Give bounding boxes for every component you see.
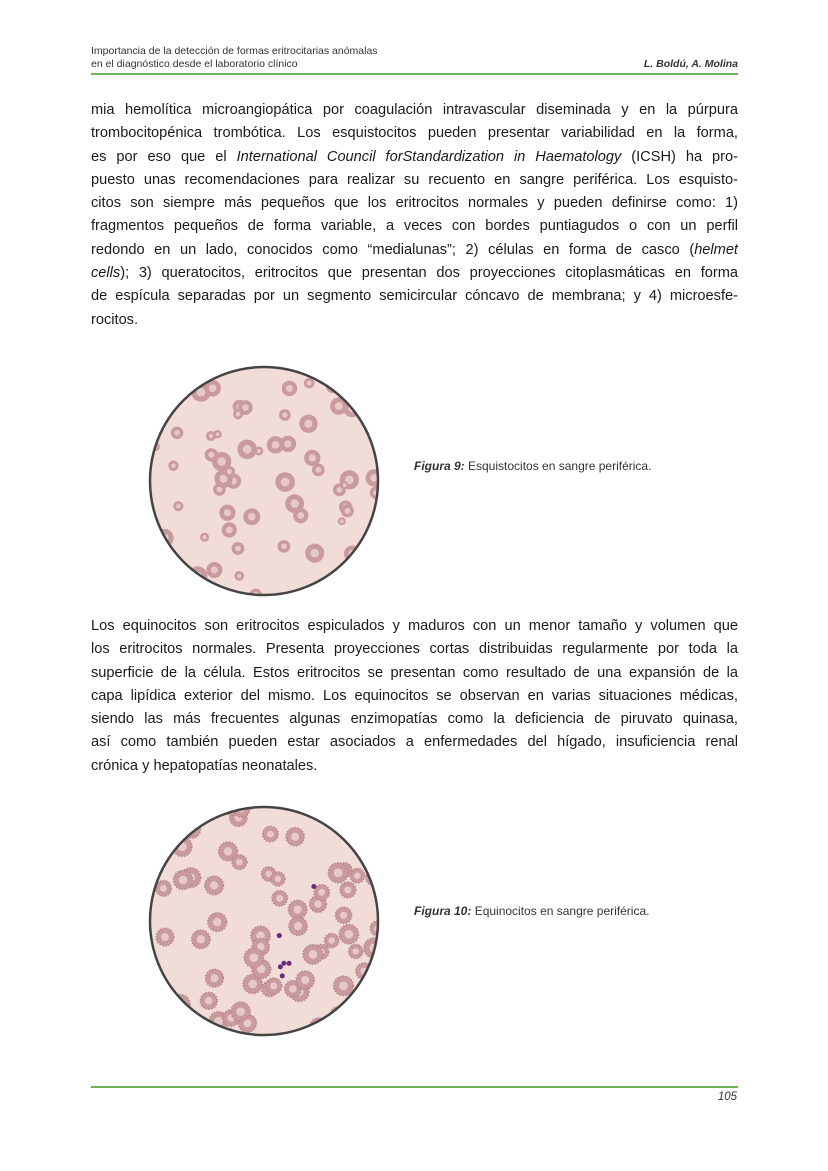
text-segment: citos son siempre más pequeños que los eritrocitos normales y pueden definirse como: 1) xyxy=(91,195,738,212)
text-segment: rocitos. xyxy=(91,311,139,328)
text-line xyxy=(91,615,738,638)
text-line xyxy=(91,169,738,192)
blood-cell xyxy=(147,430,155,440)
header-title-line1: Importancia de la detección de formas eritrocitarias anómalas xyxy=(91,45,378,57)
blood-cell xyxy=(171,1011,191,1031)
platelet xyxy=(278,964,283,969)
page-number: 105 xyxy=(717,1091,737,1103)
blood-cell xyxy=(149,554,157,562)
blood-cell xyxy=(150,591,162,598)
text-segment: trombocitopénica trombótica. Los esquistocitos pueden presentar variabilidad en la forma, xyxy=(91,125,738,142)
text-line xyxy=(91,215,738,238)
blood-cell xyxy=(193,587,202,596)
italic-text: cells xyxy=(91,265,121,282)
text-segment: siendo las más frecuentes algunas enzimopatías como la deficiencia de piruvato quinasa, xyxy=(91,711,738,728)
figure-9-label: Figura 9: xyxy=(414,459,465,473)
blood-cell xyxy=(147,1016,159,1033)
blood-cell xyxy=(368,364,381,375)
text-segment: redondo en un lado, conocidos como “medialunas”; 2) células en forma de casco ( xyxy=(91,241,695,258)
blood-cell xyxy=(147,979,158,996)
blood-cell xyxy=(351,575,360,584)
blood-cell xyxy=(168,1027,184,1038)
blood-cell xyxy=(147,975,163,993)
figure-9-caption xyxy=(414,459,651,473)
italic-text: International Council forStandardization in Haematology xyxy=(236,148,622,165)
figure-10-caption xyxy=(414,904,649,918)
figure-9-caption-text: Esquistocitos en sangre periférica. xyxy=(464,459,652,473)
blood-cell xyxy=(361,807,380,826)
text-segment: (ICSH) ha pro- xyxy=(621,148,738,165)
text-line xyxy=(91,146,738,169)
italic-text: helmet xyxy=(694,241,738,258)
header-rule xyxy=(91,73,738,75)
blood-cell xyxy=(147,411,154,424)
text-segment: de espícula separadas por un segmento semicircular cóncavo de membrana; y 4) microesfe- xyxy=(91,288,738,305)
text-segment: es por eso que el xyxy=(91,148,237,165)
text-line xyxy=(91,755,738,778)
text-line xyxy=(91,708,738,731)
paragraph-1 xyxy=(91,99,738,332)
figure-9-micrograph xyxy=(147,364,381,598)
blood-cell xyxy=(161,398,174,411)
text-segment: ); 3) queratocitos, eritrocitos que presentan dos proyecciones citoplasmáticas en forma xyxy=(120,265,738,282)
header-title-line2: en el diagnóstico desde el laboratorio clínico xyxy=(91,58,298,70)
text-line xyxy=(91,192,738,215)
text-line xyxy=(91,239,738,262)
blood-cell xyxy=(171,591,179,598)
text-line xyxy=(91,685,738,708)
text-segment: Los equinocitos son eritrocitos espiculados y maduros con un menor tamaño y volumen que xyxy=(91,618,738,634)
text-segment: mia hemolítica microangiopática por coagulación intravascular diseminada y en la púrpura xyxy=(91,102,738,118)
text-line xyxy=(91,731,738,754)
header-authors: L. Boldú, A. Molina xyxy=(643,58,738,70)
blood-cell xyxy=(355,553,367,565)
text-segment: los eritrocitos normales. Presenta proyecciones cortas distribuidas regularmente por toda la xyxy=(91,641,738,658)
blood-cell xyxy=(147,573,160,587)
text-segment: fragmentos pequeños de forma variable, a veces con bordes puntiagudos o con un perfil xyxy=(91,218,738,235)
text-line xyxy=(91,309,738,332)
text-segment: así como también pueden estar asociados a enfermedades del hígado, insuficiencia renal xyxy=(91,734,738,751)
figure-10-label: Figura 10: xyxy=(414,904,472,918)
blood-cell xyxy=(147,390,157,401)
blood-cell xyxy=(166,579,181,594)
text-line xyxy=(91,99,738,122)
platelet xyxy=(280,973,285,978)
figure-10-caption-text: Equinocitos en sangre periférica. xyxy=(471,904,650,918)
platelet xyxy=(277,933,282,938)
platelet xyxy=(311,884,316,889)
text-segment: superficie de la célula. Estos eritrocitos se presentan como resultado de una expansión de la xyxy=(91,664,738,681)
blood-cell xyxy=(357,1013,373,1029)
text-line xyxy=(91,662,738,685)
paragraph-2 xyxy=(91,615,738,778)
figure-10-micrograph xyxy=(147,804,381,1038)
text-line xyxy=(91,262,738,285)
text-segment: puesto unas recomendaciones para realizar su recuento en sangre periférica. Los esquisto- xyxy=(91,171,738,188)
text-line xyxy=(91,638,738,661)
text-segment: capa lipídica exterior del mismo. Los equinocitos se observan en varias situaciones médicas, xyxy=(91,687,738,704)
text-line xyxy=(91,122,738,145)
blood-cell xyxy=(150,578,163,591)
footer-rule xyxy=(91,1086,738,1088)
blood-cell xyxy=(153,1004,170,1021)
text-segment: crónica y hepatopatías neonatales. xyxy=(91,757,318,774)
platelet xyxy=(281,961,286,966)
platelet xyxy=(287,961,292,966)
text-line xyxy=(91,285,738,308)
blood-cell xyxy=(210,1028,229,1038)
blood-cell xyxy=(158,821,174,837)
running-header xyxy=(91,45,738,71)
